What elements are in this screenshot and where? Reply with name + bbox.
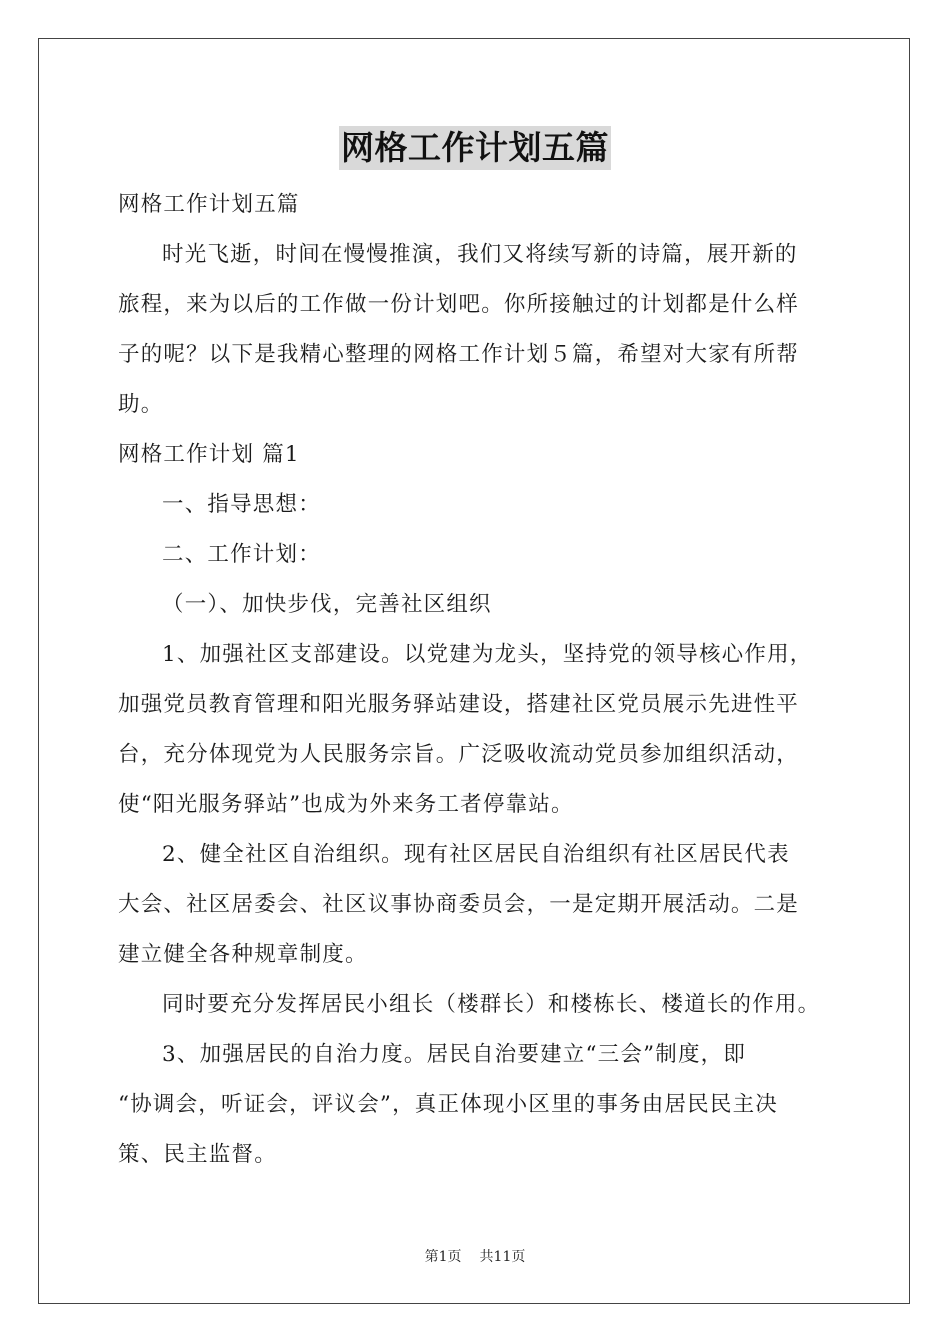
text-line: 加强党员教育管理和阳光服务驿站建设，搭建社区党员展示先进性平	[118, 692, 800, 717]
text-line: 使“阳光服务驿站”也成为外来务工者停靠站。	[118, 792, 574, 817]
document-body	[118, 180, 836, 1180]
text-line: 二、工作计划：	[162, 542, 321, 567]
text-line: 同时要充分发挥居民小组长（楼群长）和楼栋长、楼道长的作用。	[162, 992, 821, 1017]
text-line: （一）、加快步伐，完善社区组织	[162, 592, 492, 617]
document-title: 网格工作计划五篇	[339, 126, 611, 170]
text-line: 2、健全社区自治组织。现有社区居民自治组织有社区居民代表	[162, 842, 790, 867]
text-line: 网格工作计划 篇1	[118, 442, 300, 467]
text-line: 大会、社区居委会、社区议事协商委员会，一是定期开展活动。二是	[118, 892, 800, 917]
text-line: 3、加强居民的自治力度。居民自治要建立“三会”制度，即	[162, 1042, 747, 1067]
text-line: 子的呢？以下是我精心整理的网格工作计划５篇，希望对大家有所帮	[118, 342, 800, 367]
text-line: 台，充分体现党为人民服务宗旨。广泛吸收流动党员参加组织活动，	[118, 742, 800, 767]
page-total: 共11页	[479, 1249, 526, 1265]
page-footer	[0, 1246, 950, 1266]
page-number: 第1页	[424, 1249, 462, 1265]
title-wrap	[0, 126, 950, 170]
text-line: 时光飞逝，时间在慢慢推演，我们又将续写新的诗篇，展开新的	[162, 242, 798, 267]
text-line: 一、指导思想：	[162, 492, 321, 517]
text-line: “协调会，听证会，评议会”，真正体现小区里的事务由居民民主决	[118, 1092, 778, 1117]
text-line: 旅程，来为以后的工作做一份计划吧。你所接触过的计划都是什么样	[118, 292, 800, 317]
text-line: 建立健全各种规章制度。	[118, 942, 368, 967]
text-line: 助。	[118, 392, 164, 417]
text-line: 策、民主监督。	[118, 1142, 277, 1167]
text-line: 1、加强社区支部建设。以党建为龙头，坚持党的领导核心作用，	[162, 642, 813, 667]
text-line: 网格工作计划五篇	[118, 192, 300, 217]
